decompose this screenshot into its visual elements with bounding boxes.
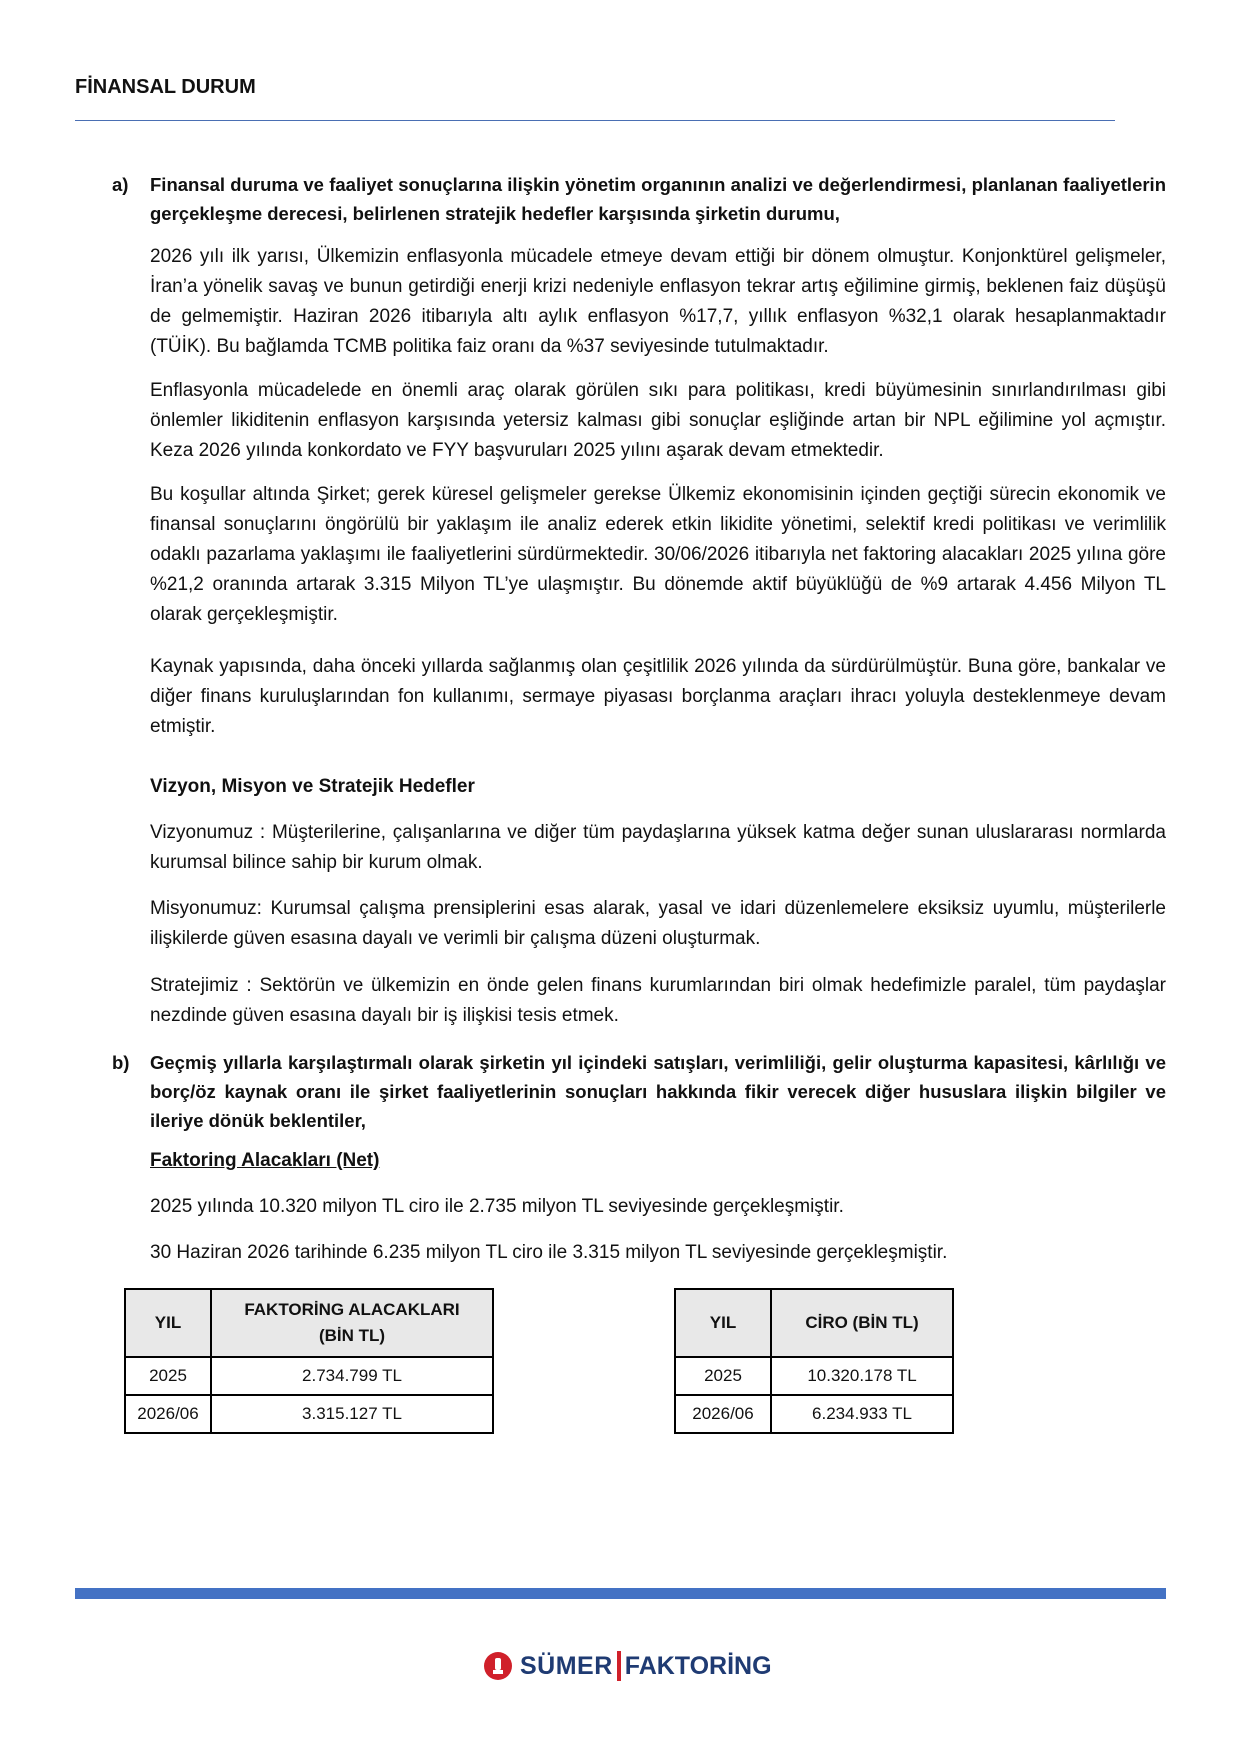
footer-bar <box>75 1588 1166 1599</box>
table-header-turnover: CİRO (BİN TL) <box>771 1289 953 1357</box>
table-row <box>675 1357 953 1395</box>
table-cell-year: 2026/06 <box>675 1395 771 1433</box>
table-cell-year: 2025 <box>125 1357 211 1395</box>
table-row <box>125 1395 493 1433</box>
table-cell-value: 2.734.799 TL <box>211 1357 493 1395</box>
paragraph-2: Enflasyonla mücadelede en önemli araç olarak görülen sıkı para politikası, kredi büyümesinin sınırlandırılması gibi önlemler likiditenin enflasyon karşısında yetersiz kalması gibi sonuçlar eşliğinde artan bir NPL eğilimine yol açmıştır. Keza 2026 yılında konkordato ve FYY başvuruları 2025 yılını aşarak devam etmektedir. <box>150 380 1166 461</box>
strategy-text: Stratejimiz : Sektörün ve ülkemizin en önde gelen finans kurumlarından biri olmak hedefimizle paralel, tüm paydaşlar nezdinde güven esasına dayalı bir iş ilişkisi tesis etmek. <box>150 975 1166 1026</box>
logo-emblem-icon <box>484 1652 512 1680</box>
section-b-label: b) <box>112 1052 130 1073</box>
turnover-table <box>674 1288 954 1434</box>
table-row <box>125 1357 493 1395</box>
vision-text: Vizyonumuz : Müşterilerine, çalışanlarına ve diğer tüm paydaşlarına yüksek katma değer sunan uluslararası normlarda kurumsal bilince sahip bir kurum olmak. <box>150 822 1166 873</box>
receivables-line-2026: 30 Haziran 2026 tarihinde 6.235 milyon TL ciro ile 3.315 milyon TL seviyesinde gerçekleşmiştir. <box>150 1242 948 1263</box>
table-cell-value: 10.320.178 TL <box>771 1357 953 1395</box>
table-cell-year: 2025 <box>675 1357 771 1395</box>
table-header-receivables-line2: (BİN TL) <box>318 1326 386 1345</box>
table-header-receivables-line1: FAKTORİNG ALACAKLARI <box>244 1300 460 1319</box>
table-header-year: YIL <box>125 1289 211 1357</box>
paragraph-4: Kaynak yapısında, daha önceki yıllarda sağlanmış olan çeşitlilik 2026 yılında da sürdürülmüştür. Buna göre, bankalar ve diğer finans kuruluşlarından fon kullanımı, sermaye piyasası borçlanma araçları ihracı yoluyla desteklenmeye devam etmiştir. <box>150 656 1166 737</box>
table-header-receivables <box>211 1289 493 1357</box>
vision-heading: Vizyon, Misyon ve Stratejik Hedefler <box>150 776 475 797</box>
paragraph-3: Bu koşullar altında Şirket; gerek küresel gelişmeler gerekse Ülkemiz ekonomisinin içinden geçtiği sürecin ekonomik ve finansal sonuçlarını öngörülü bir yaklaşım ile analiz ederek etkin likidite yönetimi, selektif kredi politikası ve verimlilik odaklı pazarlama yaklaşımı ile faaliyetlerini sürdürmektedir. 30/06/2026 itibarıyla net faktoring alacakları 2025 yılına göre %21,2 oranında artarak 3.315 Milyon TL’ye ulaşmıştır. Bu dönemde aktif büyüklüğü de %9 artarak 4.456 Milyon TL olarak gerçekleşmiştir. <box>150 484 1166 625</box>
table-header-year: YIL <box>675 1289 771 1357</box>
table-cell-year: 2026/06 <box>125 1395 211 1433</box>
receivables-subheading: Faktoring Alacakları (Net) <box>150 1150 380 1171</box>
table-cell-value: 6.234.933 TL <box>771 1395 953 1433</box>
logo-separator <box>617 1651 621 1681</box>
section-a-title: Finansal duruma ve faaliyet sonuçlarına ilişkin yönetim organının analizi ve değerlendirmesi, planlanan faaliyetlerin gerçekleşme derecesi, belirlenen stratejik hedefler karşısında şirketin durumu, <box>150 174 1166 224</box>
header-divider <box>75 120 1115 121</box>
page-header-title: FİNANSAL DURUM <box>75 76 256 98</box>
company-logo <box>484 1648 772 1684</box>
table-cell-value: 3.315.127 TL <box>211 1395 493 1433</box>
logo-text-sumer: SÜMER <box>520 1651 613 1680</box>
section-a-label: a) <box>112 174 129 195</box>
mission-text: Misyonumuz: Kurumsal çalışma prensiplerini esas alarak, yasal ve idari düzenlemelere eksiksiz uyumlu, müşterilerle ilişkilerde güven esasına dayalı ve verimli bir çalışma düzeni oluşturmak. <box>150 898 1166 949</box>
logo-text-faktoring: FAKTORİNG <box>624 1651 772 1680</box>
receivables-line-2025: 2025 yılında 10.320 milyon TL ciro ile 2.735 milyon TL seviyesinde gerçekleşmiştir. <box>150 1196 844 1217</box>
receivables-table <box>124 1288 494 1434</box>
paragraph-1: 2026 yılı ilk yarısı, Ülkemizin enflasyonla mücadele etmeye devam ettiği bir dönem olmuştur. Konjonktürel gelişmeler, İran’a yönelik savaş ve bunun getirdiği enerji krizi nedeniyle enflasyon tekrar artış eğilimine girmiş, beklenen faiz düşüşü de gelmemiştir. Haziran 2026 itibarıyla altı aylık enflasyon %17,7, yıllık enflasyon %32,1 olarak hesaplanmaktadır (TÜİK). Bu bağlamda TCMB politika faiz oranı da %37 seviyesinde tutulmaktadır. <box>150 246 1166 357</box>
table-row <box>675 1395 953 1433</box>
section-b-title: Geçmiş yıllarla karşılaştırmalı olarak şirketin yıl içindeki satışları, verimliliği, gelir oluşturma kapasitesi, kârlılığı ve borç/öz kaynak oranı ile şirket faaliyetlerinin sonuçları hakkında fikir verecek diğer hususlara ilişkin bilgiler ve ileriye dönük beklentiler, <box>150 1052 1166 1131</box>
